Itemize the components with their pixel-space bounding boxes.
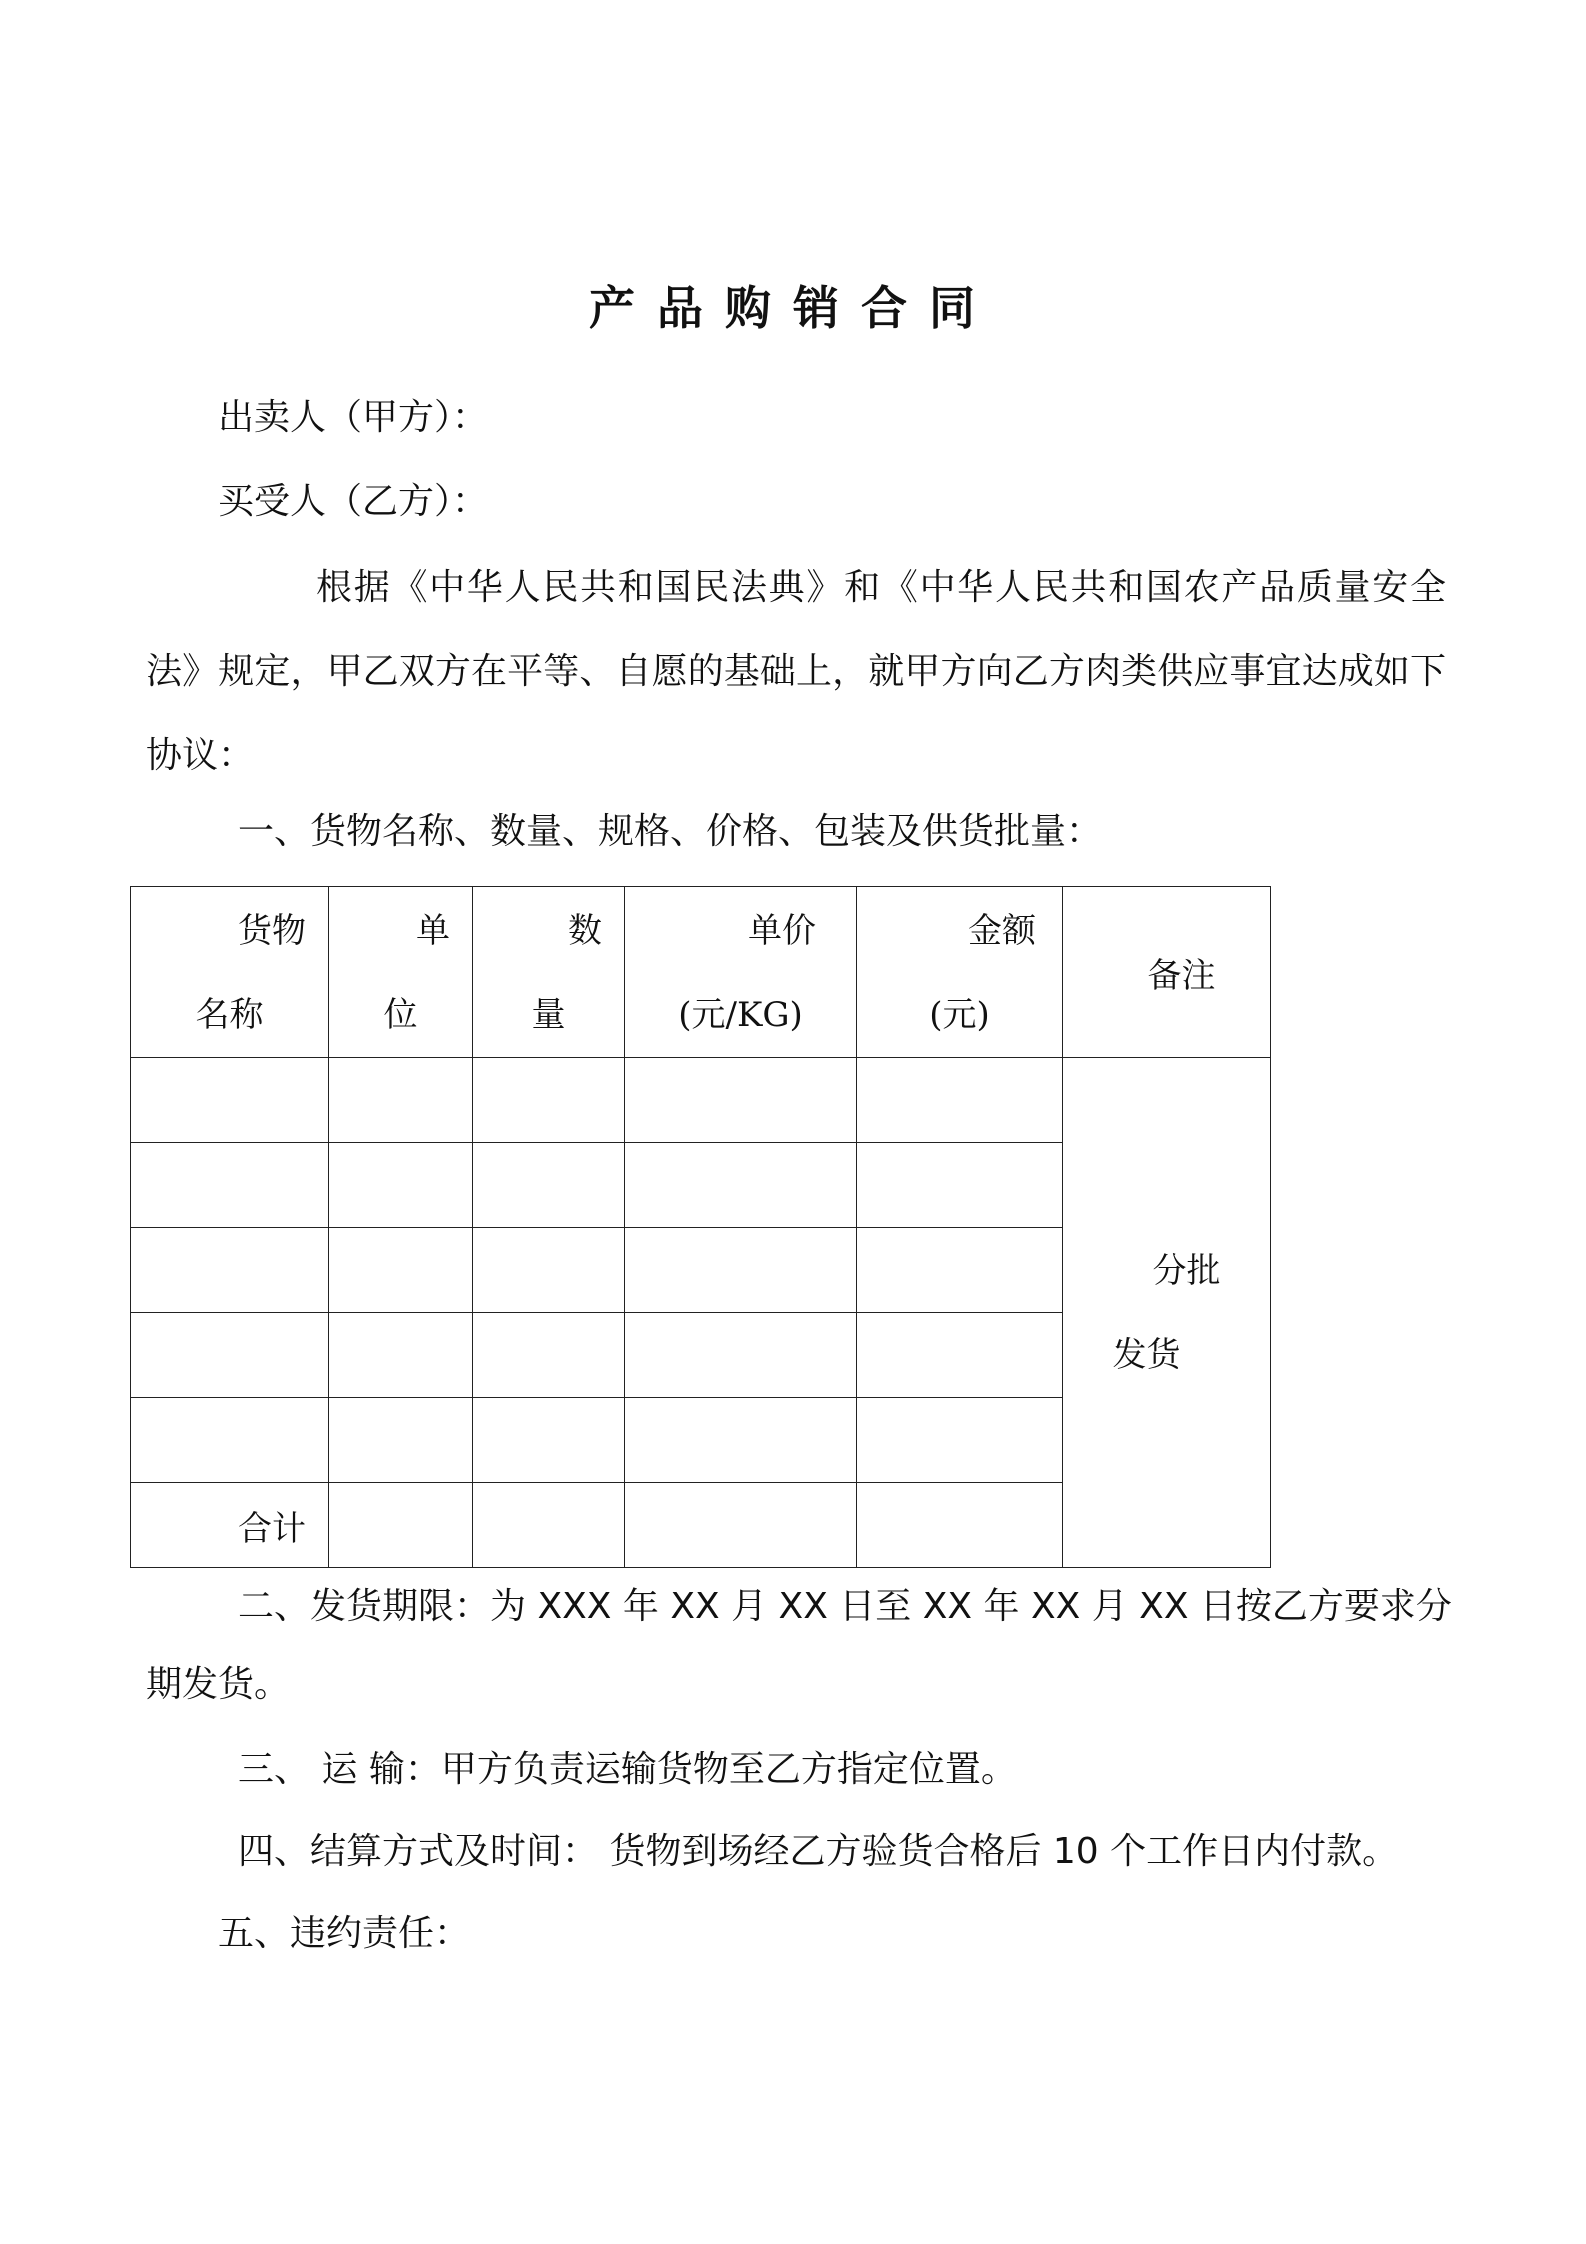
remark-cell: 分批 发货 [1063, 1058, 1271, 1568]
seller-line: 出卖人（甲方）： [218, 397, 489, 438]
goods-table [130, 886, 1271, 1568]
table-cell [473, 1313, 625, 1398]
table-row [131, 1058, 1271, 1143]
table-cell [857, 1398, 1063, 1483]
table-cell [625, 1483, 857, 1568]
table-cell [329, 1313, 473, 1398]
table-cell [625, 1228, 857, 1313]
table-cell [857, 1313, 1063, 1398]
header-quantity: 数 量 [473, 887, 625, 1058]
table-cell [329, 1058, 473, 1143]
section-1-heading: 一、货物名称、数量、规格、价格、包装及供货批量： [238, 811, 1103, 852]
table-cell [131, 1228, 329, 1313]
header-unit: 单 位 [329, 887, 473, 1058]
table-cell [857, 1483, 1063, 1568]
buyer-line: 买受人（乙方）： [218, 481, 489, 522]
table-cell [131, 1313, 329, 1398]
header-unit-price: 单价 (元/KG) [625, 887, 857, 1058]
section-3-line: 三、 运 输：甲方负责运输货物至乙方指定位置。 [238, 1749, 1017, 1790]
table-cell [857, 1058, 1063, 1143]
header-remark: 备注 [1063, 887, 1271, 1058]
table-cell [329, 1398, 473, 1483]
section-5-heading: 五、违约责任： [218, 1913, 471, 1954]
document-title: 产品购销合同 [589, 281, 997, 335]
intro-paragraph: 根据《中华人民共和国民法典》和《中华人民共和国农产品质量安全法》规定，甲乙双方在平等、自愿的基础上，就甲方向乙方肉类供应事宜达成如下协议： [146, 567, 1446, 776]
table-cell [857, 1228, 1063, 1313]
table-cell [131, 1143, 329, 1228]
header-goods-name: 货物 名称 [131, 887, 329, 1058]
table-cell [625, 1398, 857, 1483]
table-cell [473, 1398, 625, 1483]
table-cell [329, 1228, 473, 1313]
table-cell [625, 1313, 857, 1398]
table-cell [857, 1143, 1063, 1228]
table-cell [329, 1483, 473, 1568]
table-cell [473, 1143, 625, 1228]
table-cell [473, 1483, 625, 1568]
section-2-paragraph: 二、发货期限：为 XXX 年 XX 月 XX 日至 XX 年 XX 月 XX 日按乙方要求分期发货。 [146, 1586, 1452, 1705]
table-header-row [131, 887, 1271, 1058]
table-cell [131, 1398, 329, 1483]
table-cell [625, 1058, 857, 1143]
table-cell [473, 1228, 625, 1313]
header-amount: 金额 (元) [857, 887, 1063, 1058]
table-cell [131, 1058, 329, 1143]
table-cell [329, 1143, 473, 1228]
section-4-line: 四、结算方式及时间： 货物到场经乙方验货合格后 10 个工作日内付款。 [238, 1831, 1399, 1872]
total-label: 合计 [131, 1483, 329, 1568]
table-cell [473, 1058, 625, 1143]
table-cell [625, 1143, 857, 1228]
